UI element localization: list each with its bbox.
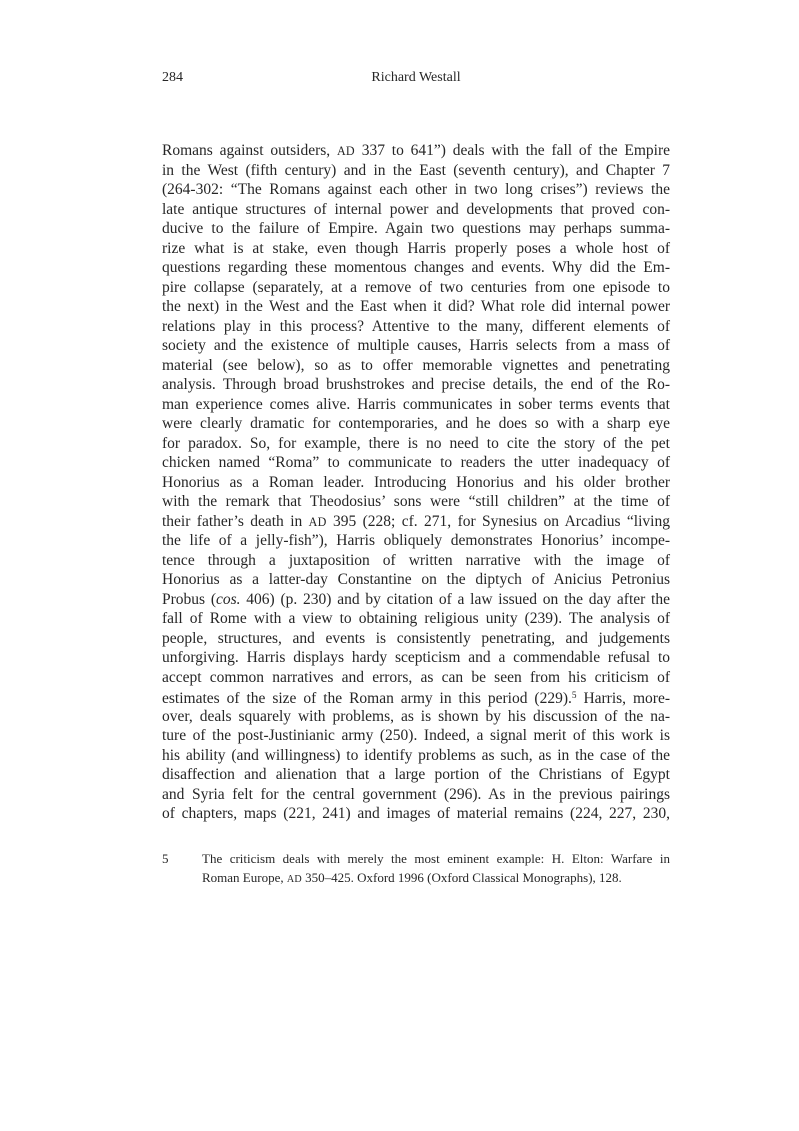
text-line: Honorius as a Roman leader. Introducing Honorius and his older brother (162, 473, 670, 491)
text-line: ducive to the failure of Empire. Again two questions may perhaps summa- (162, 220, 670, 237)
text-line: questions regarding these momentous changes and events. Why did the Em- (162, 259, 670, 276)
body-paragraph (162, 141, 670, 824)
footnote-text (202, 849, 670, 887)
text-line: the next) in the West and the East when it did? What role did internal power (162, 298, 670, 315)
page-number: 284 (162, 70, 183, 85)
text-line: analysis. Through broad brushstrokes and precise details, the end of the Ro- (162, 376, 670, 393)
text-line: society and the existence of multiple causes, Harris selects from a mass of (162, 337, 670, 354)
text-line: Honorius as a latter-day Constantine on the diptych of Anicius Petronius (162, 571, 670, 588)
text-line: for paradox. So, for example, there is no need to cite the story of the pet (162, 434, 670, 452)
text-line: chicken named “Roma” to communicate to readers the utter inadequacy of (162, 454, 670, 471)
text-line: the life of a jelly-fish”), Harris obliquely demonstrates Honorius’ incompe- (162, 532, 670, 549)
text-line: with the remark that Theodosius’ sons were “still children” at the time of (162, 493, 670, 510)
text-line: Romans against outsiders, AD 337 to 641”) deals with the fall of the Empire (162, 142, 670, 159)
text-line: and Syria felt for the central government (296). As in the previous pairings (162, 785, 670, 803)
text-line: The criticism deals with merely the most eminent example: H. Elton: Warfare in (202, 851, 670, 866)
page-header (162, 68, 670, 88)
footnote-number: 5 (162, 851, 169, 866)
text-line: tence through a juxtaposition of written narrative with the image of (162, 551, 670, 569)
text-line: material (see below), so as to offer memorable vignettes and penetrating (162, 356, 670, 374)
text-line: fall of Rome with a view to obtaining religious unity (239). The analysis of (162, 610, 670, 627)
text-line: his ability (and willingness) to identify problems as such, as in the case of the (162, 746, 670, 764)
text-line: relations play in this process? Attentive to the many, different elements of (162, 317, 670, 335)
text-line: people, structures, and events is consistently penetrating, and judgements (162, 629, 670, 647)
text-line: were clearly dramatic for contemporaries, and he does so with a sharp eye (162, 415, 670, 432)
text-line: late antique structures of internal power and developments that proved con- (162, 200, 670, 218)
text-line: Roman Europe, AD 350–425. Oxford 1996 (Oxford Classical Monographs), 128. (202, 870, 622, 885)
text-line: Probus (cos. 406) (p. 230) and by citation of a law issued on the day after the (162, 590, 670, 608)
text-line: estimates of the size of the Roman army in this period (229).$^5$ Harris, more- (162, 690, 671, 708)
text-line: pire collapse (separately, at a remove of two centuries from one episode to (162, 278, 670, 296)
text-line: ture of the post-Justinianic army (250). Indeed, a signal merit of this work is (162, 727, 670, 744)
text-line: (264-302: “The Romans against each other in two long crises”) reviews the (162, 181, 670, 198)
footnote (162, 849, 670, 887)
text-line: of chapters, maps (221, 241) and images of material remains (224, 227, 230, (162, 805, 670, 822)
text-line: over, deals squarely with problems, as is shown by his discussion of the na- (162, 707, 670, 725)
text-line: rize what is at stake, even though Harris properly poses a whole host of (162, 239, 670, 257)
text-line: unforgiving. Harris displays hardy scepticism and a commendable refusal to (162, 649, 670, 666)
text-line: accept common narratives and errors, as can be seen from his criticism of (162, 668, 670, 686)
running-title: Richard Westall (371, 70, 461, 85)
text-line: disaffection and alienation that a large portion of the Christians of Egypt (162, 766, 670, 783)
text-line: in the West (fifth century) and in the East (seventh century), and Chapter 7 (162, 161, 670, 179)
text-line: their father’s death in AD 395 (228; cf. 271, for Synesius on Arcadius “living (162, 512, 670, 530)
text-line: man experience comes alive. Harris communicates in sober terms events that (162, 395, 670, 413)
